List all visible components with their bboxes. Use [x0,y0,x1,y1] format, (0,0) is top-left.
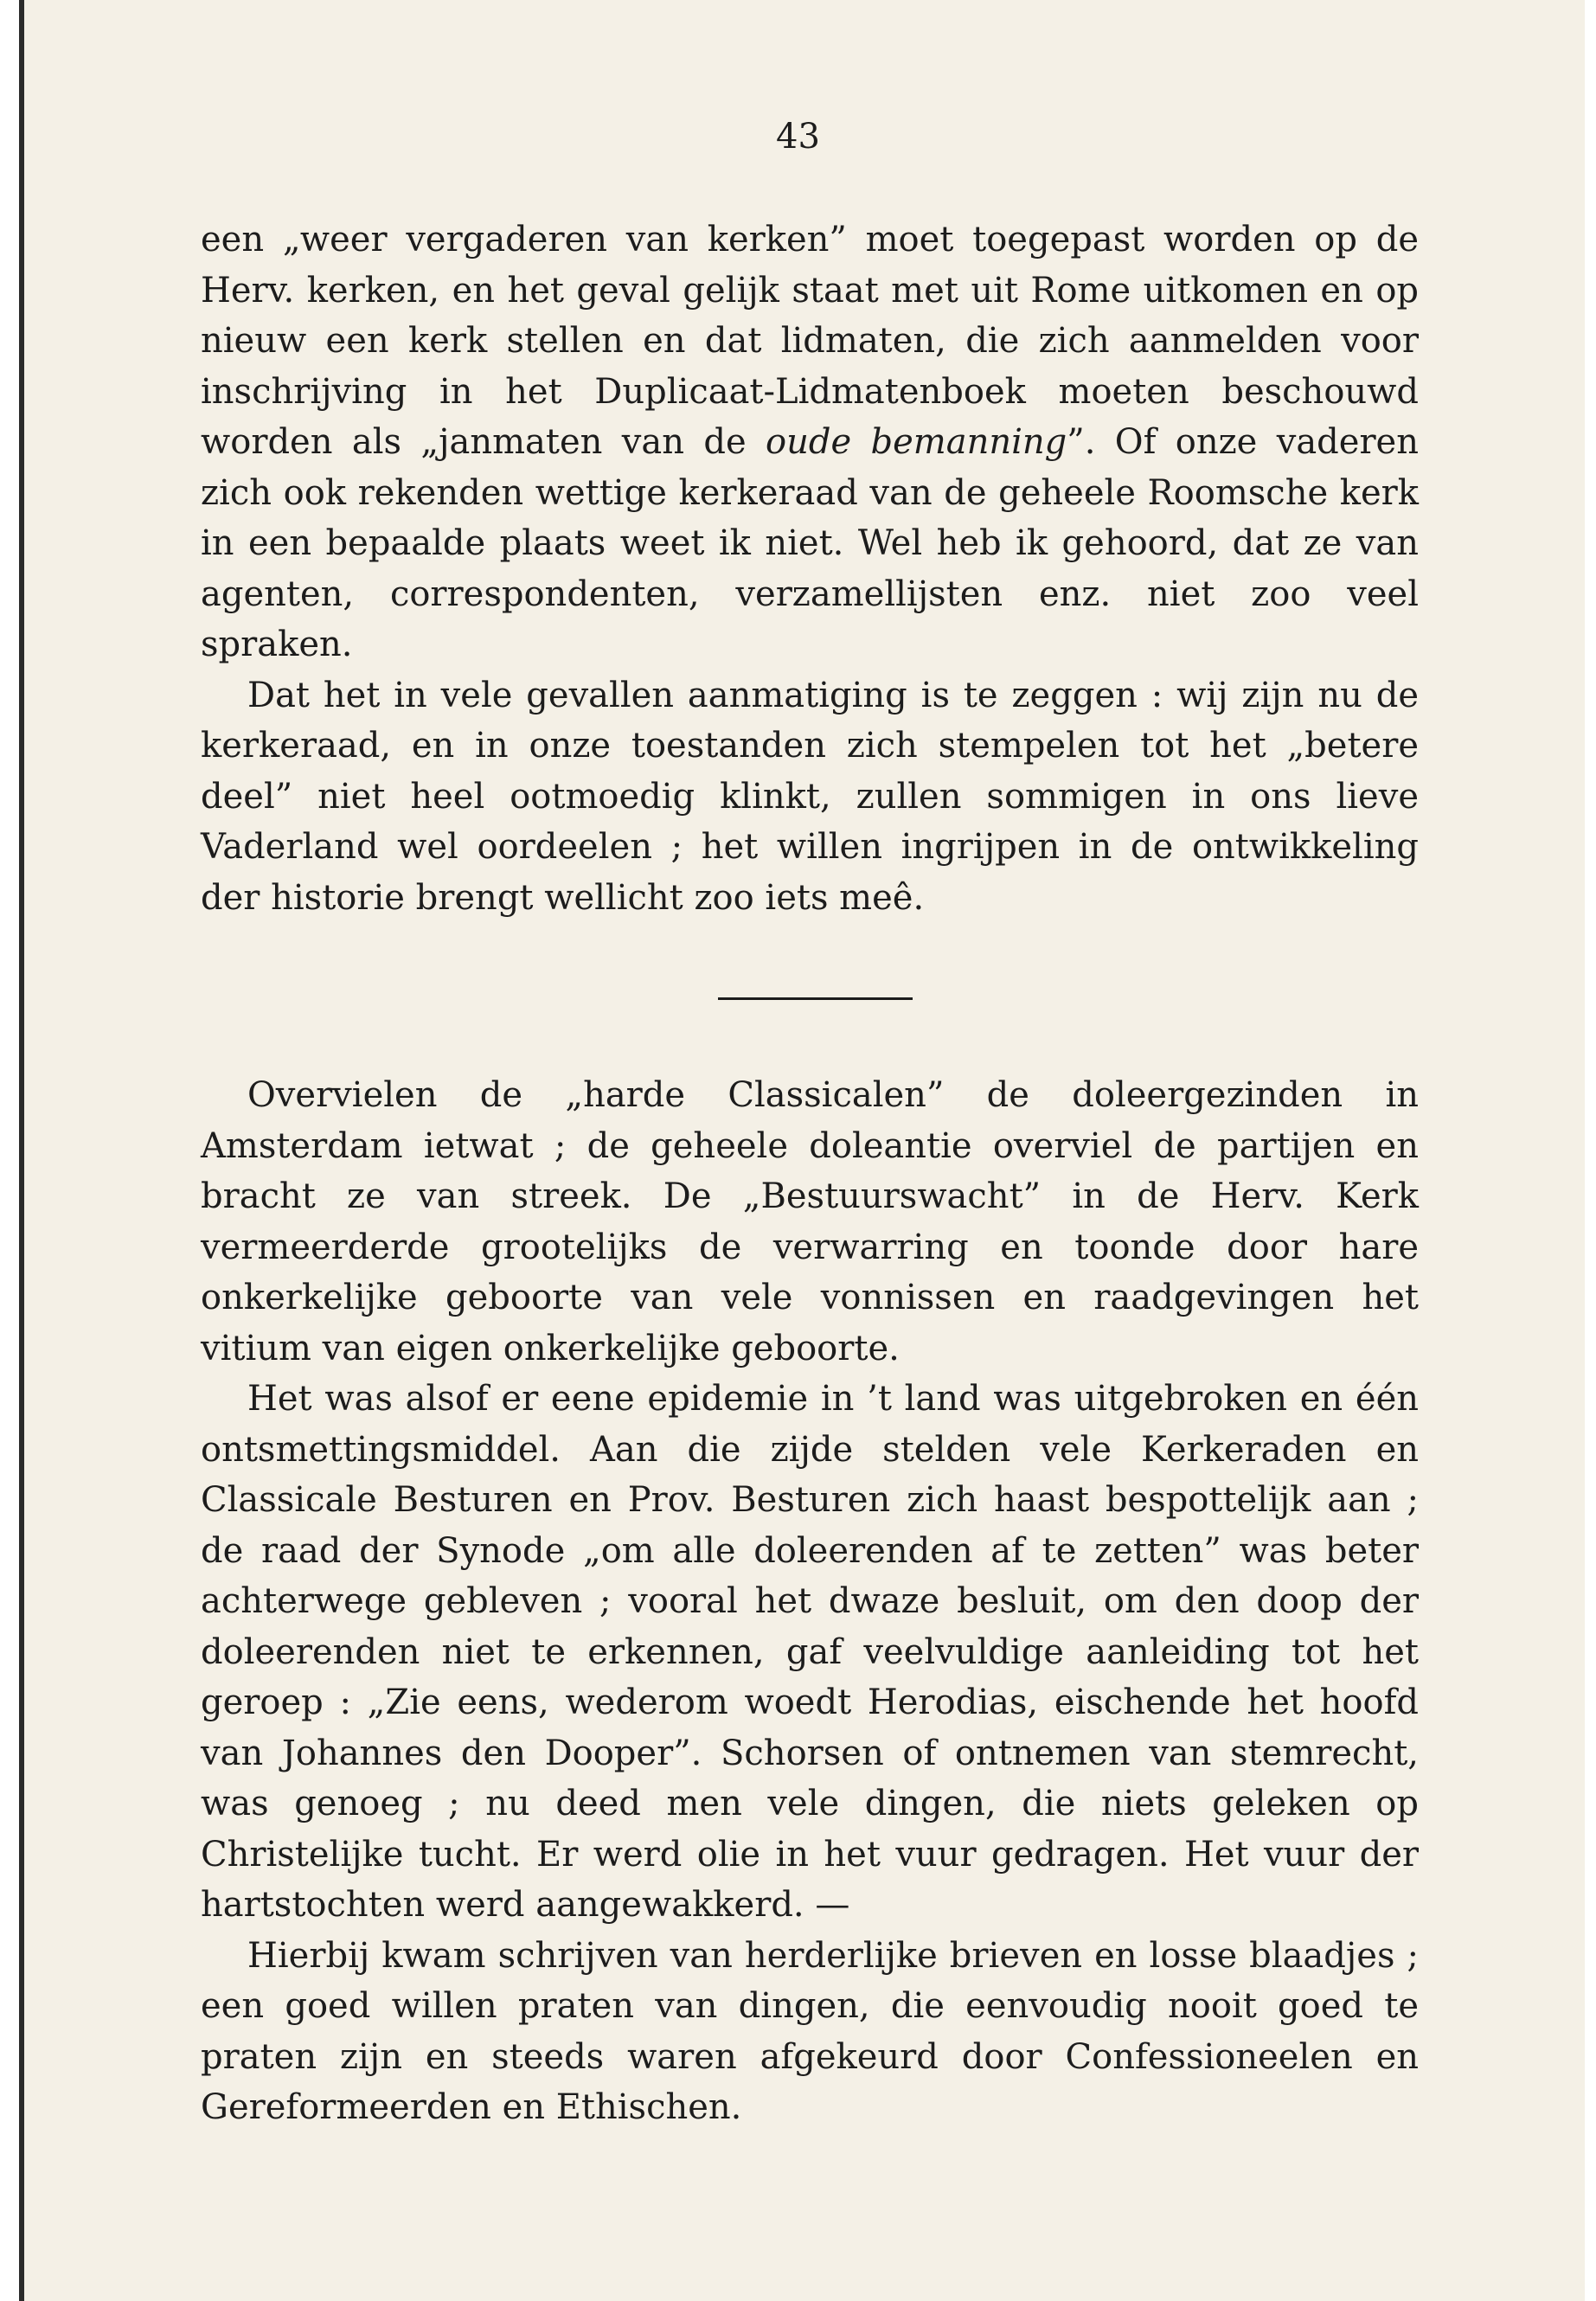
paragraph-4: Het was alsof er eene epidemie in ’t land was uitgebroken en één ontsmettingsmiddel. Aan die zijde stelden vele Kerkeraden en Classicale Besturen en Prov. Besturen zich haast bespottelijk aan ; de raad der Synode „om alle doleerenden af te zetten” was beter achterwege gebleven ; vooral het dwaze besluit, om den doop der doleerenden niet te erkennen, gaf veelvuldige aanleiding tot het geroep : „Zie eens, wederom woedt Herodias, eischende het hoofd van Johannes den Dooper”. Schorsen of ontnemen van stemrecht, was genoeg ; nu deed men vele dingen, die niets geleken op Christelijke tucht. Er werd olie in het vuur gedragen. Het vuur der hartstochten werd aangewakkerd. — [201,1379,1419,1925]
section-divider [718,997,913,1000]
paragraph-1-text-b: ”. Of onze vaderen zich ook rekenden wettige kerkeraad van de geheele Roomsche kerk in een bepaalde plaats weet ik niet. Wel heb ik gehoord, dat ze van agenten, correspondenten, verzamellijsten enz. niet zoo veel spraken. [201,422,1419,664]
page-number: 43 [776,117,820,157]
text-block-upper [201,215,1419,923]
paragraph-2: Dat het in vele gevallen aanmatiging is te zeggen : wij zijn nu de kerkeraad, en in onze toestanden zich stempelen tot het „betere deel” niet heel ootmoedig klinkt, zullen sommigen in ons lieve Vaderland wel oordeelen ; het willen ingrijpen in de ontwikkeling der historie brengt wellicht zoo iets meê. [201,675,1419,918]
paragraph-1-italic-phrase: oude bemanning [766,422,1067,462]
paragraph-1-text-a: een „weer vergaderen van kerken” moet toegepast worden op de Herv. kerken, en het geval gelijk staat met uit Rome uitkomen en op nieuw een kerk stellen en dat lidmaten, die zich aanmelden voor inschrijving in het Duplicaat-Lidmatenboek moeten beschouwd worden als „janmaten van de [201,220,1419,462]
paragraph-3: Overvielen de „harde Classicalen” de doleergezinden in Amsterdam ietwat ; de geheele doleantie overviel de partijen en bracht ze van streek. De „Bestuurswacht” in de Herv. Kerk vermeerderde grootelijks de verwarring en toonde door hare onkerkelijke geboorte van vele vonnissen en raadgevingen het vitium van eigen onkerkelijke geboorte. [201,1075,1419,1368]
paragraph-1 [201,215,1419,670]
paragraph-5: Hierbij kwam schrijven van herderlijke brieven en losse blaadjes ; een goed willen praten van dingen, die eenvoudig nooit goed te praten zijn en steeds waren afgekeurd door Confessioneelen en Gereformeerden en Ethischen. [201,1935,1419,2127]
text-block-lower [201,1070,1419,2133]
